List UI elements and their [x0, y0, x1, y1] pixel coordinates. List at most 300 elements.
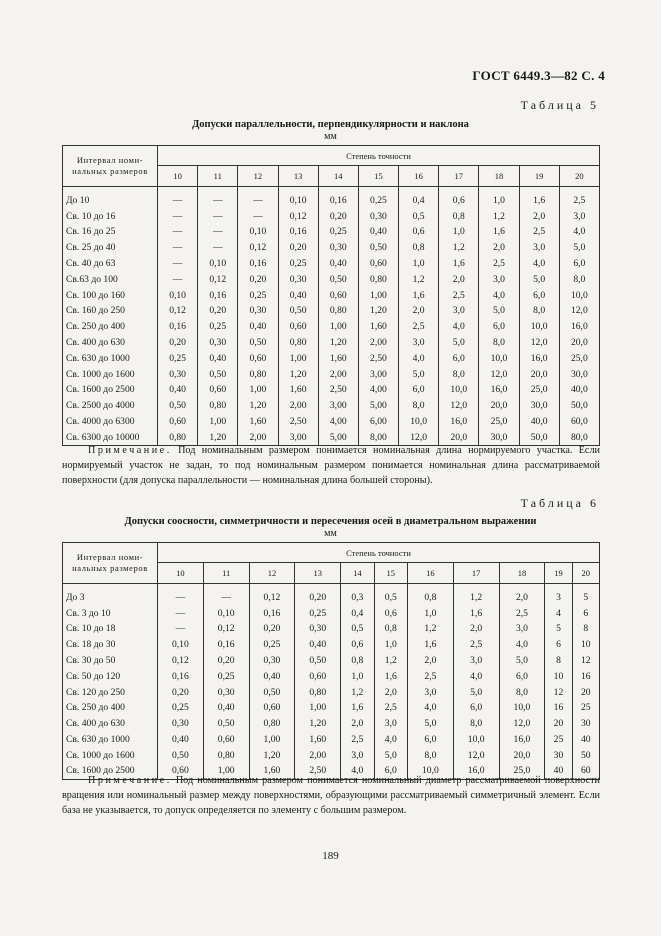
table-cell: 0,10: [238, 224, 278, 240]
table-row: [63, 700, 600, 716]
table-cell: 1,2: [374, 653, 407, 669]
table-cell: 8,0: [439, 366, 479, 382]
table-row: [63, 366, 600, 382]
table-cell: 0,20: [318, 208, 358, 224]
table-cell: 10,0: [479, 350, 519, 366]
table-cell: 6,0: [559, 256, 599, 272]
table-row: [63, 287, 600, 303]
row-interval-label: Св. 630 до 1000: [63, 732, 158, 748]
table-cell: 1,00: [318, 319, 358, 335]
table-cell: 0,12: [249, 584, 295, 606]
table5-note-label: Примечание.: [88, 445, 172, 456]
table-cell: 0,40: [318, 256, 358, 272]
table-cell: 5,0: [374, 747, 407, 763]
table6-column-14: 14: [341, 563, 374, 584]
table-cell: 0,25: [295, 605, 341, 621]
table6-unit: мм: [324, 528, 337, 539]
table-cell: 1,20: [358, 303, 398, 319]
table-cell: 5: [545, 621, 572, 637]
table5-column-13: 13: [278, 166, 318, 187]
table-cell: 8,0: [499, 684, 545, 700]
table-cell: 2,00: [358, 335, 398, 351]
table5-unit: мм: [324, 131, 337, 142]
table-cell: 0,40: [278, 287, 318, 303]
table-cell: 0,12: [198, 271, 238, 287]
table-cell: 0,16: [158, 668, 204, 684]
table-cell: 8,00: [358, 429, 398, 445]
table-cell: 0,16: [238, 256, 278, 272]
table-cell: 2,50: [318, 382, 358, 398]
table-cell: 4,0: [374, 732, 407, 748]
table-cell: 1,2: [408, 621, 454, 637]
table-cell: 0,30: [158, 366, 198, 382]
table-cell: 0,60: [249, 700, 295, 716]
table-row: [63, 303, 600, 319]
table-cell: 0,12: [158, 303, 198, 319]
row-interval-label: Св. 160 до 250: [63, 303, 158, 319]
table-cell: 10: [572, 637, 599, 653]
table-cell: 5,0: [479, 303, 519, 319]
table-cell: 0,60: [295, 668, 341, 684]
table-cell: 0,40: [158, 732, 204, 748]
table-cell: 12,0: [399, 429, 439, 445]
table-row: [63, 224, 600, 240]
table-cell: —: [158, 271, 198, 287]
table-cell: 2,5: [559, 187, 599, 209]
table6-body: [63, 584, 600, 780]
table-cell: 0,60: [318, 287, 358, 303]
table-row: [63, 668, 600, 684]
table-cell: 0,80: [238, 366, 278, 382]
table-cell: 0,30: [203, 684, 249, 700]
table-cell: 0,40: [238, 319, 278, 335]
table6-column-10: 10: [158, 563, 204, 584]
table5-note: [62, 443, 600, 488]
table-cell: —: [198, 187, 238, 209]
table-cell: 1,20: [249, 747, 295, 763]
table-cell: 1,0: [439, 224, 479, 240]
table-cell: 0,20: [158, 335, 198, 351]
table-cell: 1,2: [341, 684, 374, 700]
table-cell: 16,0: [499, 732, 545, 748]
row-interval-label: Св. 2500 до 4000: [63, 398, 158, 414]
table-cell: 0,25: [318, 224, 358, 240]
table-cell: 1,6: [399, 287, 439, 303]
table-cell: 50,0: [559, 398, 599, 414]
table-cell: 2,0: [439, 271, 479, 287]
table-cell: 10,0: [399, 414, 439, 430]
table-cell: 25: [545, 732, 572, 748]
table6-column-16: 16: [408, 563, 454, 584]
table6-column-18: 18: [499, 563, 545, 584]
table-cell: 30,0: [479, 429, 519, 445]
table-cell: 20,0: [499, 747, 545, 763]
table-cell: 0,50: [158, 747, 204, 763]
table-cell: 1,6: [519, 187, 559, 209]
table-cell: 12,0: [499, 716, 545, 732]
table-cell: 0,80: [249, 716, 295, 732]
table-cell: 1,2: [439, 240, 479, 256]
table-cell: 60,0: [559, 414, 599, 430]
table-cell: 1,60: [295, 732, 341, 748]
table-cell: 40: [572, 732, 599, 748]
row-interval-label: До 10: [63, 187, 158, 209]
table-cell: 4: [545, 605, 572, 621]
table-cell: 5,00: [318, 429, 358, 445]
table-cell: 0,16: [203, 637, 249, 653]
table-row: [63, 208, 600, 224]
table-cell: 0,25: [203, 668, 249, 684]
table-cell: 4,0: [439, 319, 479, 335]
table-cell: 6,0: [399, 382, 439, 398]
table-cell: 10,0: [519, 319, 559, 335]
table-cell: 12,0: [479, 366, 519, 382]
table-cell: 0,50: [358, 240, 398, 256]
table-cell: 2,0: [399, 303, 439, 319]
table-cell: —: [203, 584, 249, 606]
table-cell: 5,0: [499, 653, 545, 669]
table-cell: 0,30: [278, 271, 318, 287]
table-row: [63, 256, 600, 272]
table-cell: 0,6: [341, 637, 374, 653]
table-cell: 0,25: [278, 256, 318, 272]
row-interval-label: До 3: [63, 584, 158, 606]
table-cell: 2,5: [439, 287, 479, 303]
table-cell: 30: [572, 716, 599, 732]
table-cell: —: [238, 208, 278, 224]
table-cell: 0,10: [203, 605, 249, 621]
table-cell: 3,0: [479, 271, 519, 287]
table6-note-text: Под номинальным размером понимается номинальный диаметр рассматриваемой поверхности вращения или номинальный размер между поверхностями, образующими рассматриваемый симметричный элемент. Если база не указывается, то допуск определяется по элементу с большим размером.: [62, 775, 600, 816]
table-cell: 3: [545, 584, 572, 606]
table-cell: 20: [545, 716, 572, 732]
table-cell: 40: [545, 763, 572, 779]
page-number: 189: [322, 850, 339, 862]
table-cell: 0,40: [249, 668, 295, 684]
table-cell: 2,5: [399, 319, 439, 335]
table-cell: 1,2: [399, 271, 439, 287]
table-cell: 0,10: [198, 256, 238, 272]
row-interval-label: Св. 250 до 400: [63, 700, 158, 716]
row-interval-label: Св. 30 до 50: [63, 653, 158, 669]
row-interval-label: Св. 120 до 250: [63, 684, 158, 700]
table-cell: 20,0: [559, 335, 599, 351]
table-cell: 6,0: [499, 668, 545, 684]
table-cell: 8,0: [453, 716, 499, 732]
table-cell: 0,40: [203, 700, 249, 716]
table-cell: 12: [545, 684, 572, 700]
table-cell: 1,2: [453, 584, 499, 606]
table-cell: 5,00: [358, 398, 398, 414]
table-cell: 80,0: [559, 429, 599, 445]
table-cell: 0,4: [341, 605, 374, 621]
table-cell: 5,0: [559, 240, 599, 256]
table-cell: 0,40: [198, 350, 238, 366]
table-cell: 2,50: [278, 414, 318, 430]
table-cell: 0,80: [358, 271, 398, 287]
table-cell: 1,60: [318, 350, 358, 366]
table-cell: 0,8: [439, 208, 479, 224]
table-cell: 4,0: [499, 637, 545, 653]
table-cell: 0,12: [203, 621, 249, 637]
table-cell: 0,20: [249, 621, 295, 637]
row-interval-label: Св. 10 до 16: [63, 208, 158, 224]
table-cell: 4,0: [479, 287, 519, 303]
table-cell: 16,0: [479, 382, 519, 398]
table-cell: 8,0: [519, 303, 559, 319]
table-cell: —: [198, 224, 238, 240]
table-cell: 12,0: [439, 398, 479, 414]
table-row: [63, 271, 600, 287]
table-cell: 0,8: [341, 653, 374, 669]
table-cell: 1,6: [453, 605, 499, 621]
row-interval-label: Св. 400 до 630: [63, 716, 158, 732]
table-cell: 3,0: [499, 621, 545, 637]
table-cell: 10: [545, 668, 572, 684]
table5-column-18: 18: [479, 166, 519, 187]
table-cell: 4,00: [358, 382, 398, 398]
table-cell: 5: [572, 584, 599, 606]
table-cell: 16,0: [439, 414, 479, 430]
row-interval-label: Св. 400 до 630: [63, 335, 158, 351]
table-cell: 0,25: [158, 700, 204, 716]
table6-label: Таблица 6: [520, 496, 599, 510]
table-cell: 6,00: [358, 414, 398, 430]
row-interval-label: Св.63 до 100: [63, 271, 158, 287]
table-row: [63, 414, 600, 430]
table-cell: 1,00: [358, 287, 398, 303]
table5-label: Таблица 5: [520, 98, 599, 112]
table-cell: 30,0: [559, 366, 599, 382]
table-cell: 3,0: [399, 335, 439, 351]
table-cell: 2,5: [408, 668, 454, 684]
table-cell: 1,00: [249, 732, 295, 748]
table-cell: 4,0: [519, 256, 559, 272]
table6-column-11: 11: [203, 563, 249, 584]
table-row: [63, 319, 600, 335]
table-cell: 6,0: [479, 319, 519, 335]
table-cell: 0,20: [198, 303, 238, 319]
table-cell: 0,80: [198, 398, 238, 414]
table-cell: 16,0: [453, 763, 499, 779]
table-cell: 0,20: [238, 271, 278, 287]
table-cell: 0,80: [278, 335, 318, 351]
row-interval-label: Св. 1600 до 2500: [63, 382, 158, 398]
table-cell: 2,00: [278, 398, 318, 414]
table6: [62, 542, 600, 780]
row-interval-label: Св. 1000 до 1600: [63, 747, 158, 763]
table-cell: 3,0: [439, 303, 479, 319]
table-cell: 1,2: [479, 208, 519, 224]
table5-column-20: 20: [559, 166, 599, 187]
table-row: [63, 240, 600, 256]
table-cell: 0,20: [158, 684, 204, 700]
table-cell: 0,30: [318, 240, 358, 256]
table5-interval-header: Интервал номи- нальных размеров: [63, 146, 158, 187]
table-row: [63, 382, 600, 398]
table-cell: 40,0: [519, 414, 559, 430]
table-cell: 2,5: [374, 700, 407, 716]
table-cell: 0,10: [158, 637, 204, 653]
table-cell: 4,0: [399, 350, 439, 366]
table-cell: 0,10: [278, 187, 318, 209]
table-cell: 1,0: [408, 605, 454, 621]
table-cell: —: [238, 187, 278, 209]
table-cell: 0,25: [249, 637, 295, 653]
table6-column-13: 13: [295, 563, 341, 584]
table-cell: 1,60: [278, 382, 318, 398]
table-cell: 0,12: [158, 653, 204, 669]
table-cell: 0,16: [198, 287, 238, 303]
table-cell: 0,30: [358, 208, 398, 224]
table-row: [63, 335, 600, 351]
table-cell: 0,80: [295, 684, 341, 700]
table-cell: 2,0: [374, 684, 407, 700]
table-cell: 0,30: [295, 621, 341, 637]
table-cell: 1,6: [374, 668, 407, 684]
table-cell: 0,50: [278, 303, 318, 319]
table-cell: 0,60: [358, 256, 398, 272]
table-cell: 1,60: [358, 319, 398, 335]
table-cell: 16,0: [559, 319, 599, 335]
table-cell: 0,60: [158, 763, 204, 779]
row-interval-label: Св. 1600 до 2500: [63, 763, 158, 779]
table-cell: 20: [572, 684, 599, 700]
table-row: [63, 187, 600, 209]
table-cell: 6: [572, 605, 599, 621]
table-cell: 0,12: [238, 240, 278, 256]
table-row: [63, 684, 600, 700]
table6-column-20: 20: [572, 563, 599, 584]
table-cell: 0,50: [238, 335, 278, 351]
table-cell: 1,00: [198, 414, 238, 430]
table-cell: 4,0: [559, 224, 599, 240]
table-row: [63, 584, 600, 606]
table-cell: 0,20: [295, 584, 341, 606]
table-cell: 50: [572, 747, 599, 763]
table-cell: 8,0: [408, 747, 454, 763]
table-cell: 12,0: [453, 747, 499, 763]
table-cell: 5,0: [519, 271, 559, 287]
table-cell: 0,20: [203, 653, 249, 669]
table-cell: 1,20: [238, 398, 278, 414]
row-interval-label: Св. 1000 до 1600: [63, 366, 158, 382]
table5-grade-header: Степень точности: [158, 146, 600, 166]
table-cell: 2,00: [295, 747, 341, 763]
table-cell: 40,0: [559, 382, 599, 398]
table-cell: 2,00: [238, 429, 278, 445]
table-cell: 0,12: [278, 208, 318, 224]
table-cell: 0,16: [158, 319, 198, 335]
table5-note-text: Под номинальным размером понимается номинальная длина нормируемого участка. Если нормируемый участок не задан, то под номинальным размером понимается номинальная длина рассматриваемой поверхности (для допуска параллельности — номинальная длина большей стороны).: [62, 445, 600, 486]
table6-note: [62, 773, 600, 818]
table-cell: 0,30: [238, 303, 278, 319]
row-interval-label: Св. 18 до 30: [63, 637, 158, 653]
row-interval-label: Св. 6300 до 10000: [63, 429, 158, 445]
table-cell: 0,30: [198, 335, 238, 351]
table-cell: —: [198, 208, 238, 224]
table5-column-17: 17: [439, 166, 479, 187]
table-cell: 4,0: [408, 700, 454, 716]
table-cell: 2,5: [519, 224, 559, 240]
table-cell: 20,0: [519, 366, 559, 382]
table-cell: —: [158, 187, 198, 209]
table-cell: 2,00: [318, 366, 358, 382]
table-cell: —: [158, 224, 198, 240]
table-cell: 8,0: [479, 335, 519, 351]
table-cell: 0,60: [158, 414, 198, 430]
row-interval-label: Св. 100 до 160: [63, 287, 158, 303]
table-cell: 16: [572, 668, 599, 684]
table-cell: 1,20: [278, 366, 318, 382]
table-cell: 0,50: [203, 716, 249, 732]
table-cell: 0,20: [278, 240, 318, 256]
table-cell: 12: [572, 653, 599, 669]
table-cell: 2,5: [453, 637, 499, 653]
table-cell: 0,30: [158, 716, 204, 732]
table-cell: 1,0: [399, 256, 439, 272]
table-cell: 0,50: [318, 271, 358, 287]
table-row: [63, 637, 600, 653]
table-cell: 3,00: [318, 398, 358, 414]
table6-column-17: 17: [453, 563, 499, 584]
table6-interval-header: Интервал номи- нальных размеров: [63, 543, 158, 584]
table-cell: 30: [545, 747, 572, 763]
document-header: ГОСТ 6449.3—82 С. 4: [472, 68, 605, 83]
table-cell: 2,50: [358, 350, 398, 366]
table-cell: 0,5: [374, 584, 407, 606]
table-cell: 10,0: [453, 732, 499, 748]
table-cell: 0,8: [399, 240, 439, 256]
table-row: [63, 653, 600, 669]
table-cell: 0,6: [439, 187, 479, 209]
table-row: [63, 732, 600, 748]
table-cell: 0,50: [158, 398, 198, 414]
table-cell: 0,16: [278, 224, 318, 240]
table-cell: 25,0: [479, 414, 519, 430]
table-cell: —: [158, 584, 204, 606]
table-cell: 0,3: [341, 584, 374, 606]
table-cell: 0,8: [408, 584, 454, 606]
table-cell: 0,25: [238, 287, 278, 303]
table-cell: 0,60: [198, 382, 238, 398]
table-row: [63, 716, 600, 732]
table5-column-15: 15: [358, 166, 398, 187]
table-cell: 0,40: [295, 637, 341, 653]
table-cell: 6,0: [374, 763, 407, 779]
table-cell: 1,0: [479, 187, 519, 209]
row-interval-label: Св. 50 до 120: [63, 668, 158, 684]
table-cell: 0,40: [158, 382, 198, 398]
table-cell: 20,0: [479, 398, 519, 414]
table-cell: 1,20: [318, 335, 358, 351]
table-cell: 6: [545, 637, 572, 653]
table-cell: 1,0: [374, 637, 407, 653]
table-cell: 16: [545, 700, 572, 716]
table-cell: 1,00: [278, 350, 318, 366]
table5-column-11: 11: [198, 166, 238, 187]
table5-title: Допуски параллельности, перпендикулярности и наклона: [192, 119, 469, 130]
table-cell: 12,0: [559, 303, 599, 319]
table-cell: 1,60: [238, 414, 278, 430]
table5-column-16: 16: [399, 166, 439, 187]
table-cell: 1,60: [249, 763, 295, 779]
table-cell: 5,0: [399, 366, 439, 382]
table-cell: 2,50: [295, 763, 341, 779]
table-cell: 0,80: [158, 429, 198, 445]
table5: [62, 145, 600, 446]
table-cell: 0,4: [399, 187, 439, 209]
